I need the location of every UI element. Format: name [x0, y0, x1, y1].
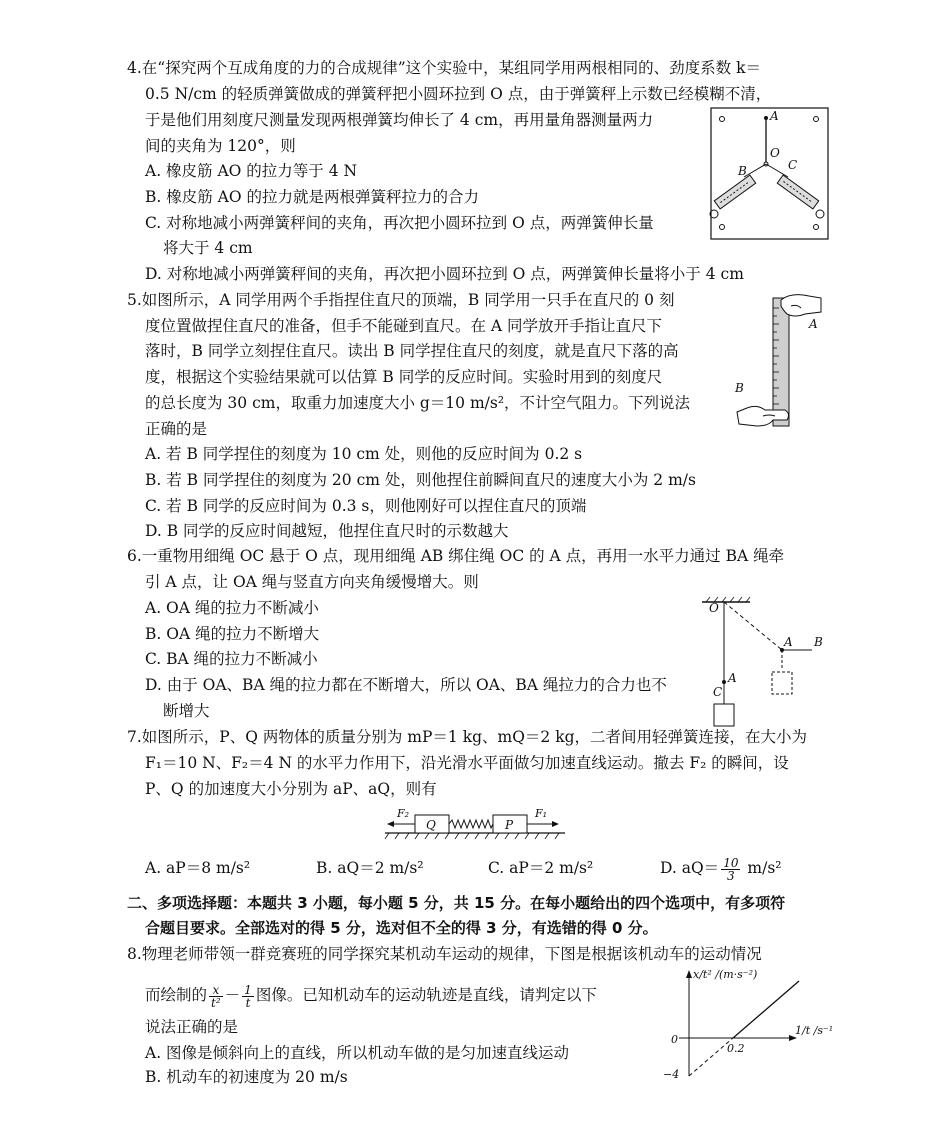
q6-line-1: 6.一重物用细绳 OC 悬于 O 点，现用细绳 AB 绑住绳 OC 的 A 点，再用一水平力通过 BA 绳牵	[127, 547, 785, 565]
section-2-heading: 二、多项选择题：本题共 3 小题，每小题 5 分，共 15 分。在每小题给出的四个选项中，有多项符	[127, 894, 786, 912]
q6-option-b: B. OA 绳的拉力不断增大	[145, 625, 320, 643]
q7-fig-label-f2: F₂	[397, 807, 410, 820]
q7-fig-label-q: Q	[426, 818, 436, 832]
q4-line-2: 0.5 N/cm 的轻质弹簧做成的弹簧秤把小圆环拉到 O 点，由于弹簧秤上示数已经模糊不清，	[145, 85, 772, 103]
q4-option-b: B. 橡皮筋 AO 的拉力就是两根弹簧秤拉力的合力	[145, 188, 480, 206]
q6-fig-label-a: A	[728, 671, 737, 685]
q4-line-4: 间的夹角为 120°，则	[145, 137, 296, 155]
q4-fig-label-c: C	[788, 158, 798, 172]
q8-option-b: B. 机动车的初速度为 20 m/s	[145, 1068, 348, 1086]
q8-line-3: 说法正确的是	[145, 1018, 239, 1036]
q4-figure	[710, 107, 830, 242]
q7-option-d-fraction	[721, 857, 740, 882]
q8-graph-x-label: 1/t /s⁻¹	[795, 1024, 834, 1037]
q5-figure	[735, 292, 825, 432]
q7-line-3: P、Q 的加速度大小分别为 aP、aQ，则有	[145, 780, 437, 798]
q7-option-d	[660, 848, 782, 888]
q7-figure	[385, 803, 565, 843]
q8-frac1-numerator: x	[209, 984, 223, 997]
q7-option-d-unit: m/s²	[747, 859, 782, 877]
q4-option-c: C. 对称地减小两弹簧秤间的夹角，再次把小圆环拉到 O 点，两弹簧伸长量	[145, 214, 654, 232]
section-2-heading-cont: 合题目要求。全部选对的得 5 分，选对但不全的得 3 分，有选错的得 0 分。	[145, 919, 658, 937]
q6-option-d-cont: 断增大	[163, 702, 210, 720]
q7-line-2: F₁＝10 N、F₂＝4 N 的水平力作用下，沿光滑水平面做匀加速直线运动。撤去 F₂ 的瞬间，设	[145, 754, 789, 772]
q4-fig-label-b: B	[738, 164, 747, 178]
q8-frac2-denominator: t	[245, 995, 251, 1010]
q5-option-c: C. 若 B 同学的反应时间为 0.3 s，则他刚好可以捏住直尺的顶端	[145, 497, 587, 515]
q5-option-b: B. 若 B 同学捏住的刻度为 20 cm 处，则他捏住前瞬间直尺的速度大小为 2 m/s	[145, 471, 696, 489]
q7-option-c: C. aP＝2 m/s²	[488, 859, 594, 877]
q8-fraction-x-t2	[209, 984, 223, 1009]
q8-graph-x-tick: 0.2	[727, 1042, 745, 1055]
q4-line-1: 4.在“探究两个互成角度的力的合成规律”这个实验中，某组同学用两根相同的、劲度系数 k＝	[127, 59, 761, 77]
q4-option-d: D. 对称地减小两弹簧秤间的夹角，再次把小圆环拉到 O 点，两弹簧伸长量将小于 4 cm	[145, 265, 744, 283]
q4-option-a: A. 橡皮筋 AO 的拉力等于 4 N	[145, 162, 358, 180]
q8-line-2-suffix: 图像。已知机动车的运动轨迹是直线，请判定以下	[255, 986, 597, 1004]
q5-fig-label-a: A	[809, 317, 818, 331]
q8-line-2-prefix: 而绘制的	[145, 986, 208, 1004]
q5-line-1: 5.如图所示，A 同学用两个手指捏住直尺的顶端，B 同学用一只手在直尺的 0 刻	[127, 291, 675, 309]
q7-option-a: A. aP＝8 m/s²	[145, 859, 251, 877]
q8-line-2	[145, 978, 597, 1012]
q8-minus: －	[224, 986, 241, 1004]
q8-option-a: A. 图像是倾斜向上的直线，所以机动车做的是匀加速直线运动	[145, 1044, 570, 1062]
q8-graph-y-tick: −4	[663, 1068, 680, 1081]
q6-line-2: 引 A 点，让 OA 绳与竖直方向夹角缓慢增大。则	[145, 573, 479, 591]
q7-option-d-denominator: 3	[727, 868, 735, 883]
q6-option-c: C. BA 绳的拉力不断减小	[145, 650, 318, 668]
q8-frac1-denominator: t²	[211, 995, 221, 1010]
q4-fig-label-a: A	[770, 109, 779, 123]
q7-line-1: 7.如图所示，P、Q 两物体的质量分别为 mP＝1 kg、mQ＝2 kg，二者间用轻弹簧连接，在大小为	[127, 728, 808, 746]
q6-fig-label-b: B	[814, 635, 823, 649]
q5-fig-label-b: B	[735, 381, 744, 395]
q7-option-b: B. aQ＝2 m/s²	[316, 859, 424, 877]
q5-option-a: A. 若 B 同学捏住的刻度为 10 cm 处，则他的反应时间为 0.2 s	[145, 445, 583, 463]
q6-option-a: A. OA 绳的拉力不断减小	[145, 599, 319, 617]
q8-frac2-numerator: 1	[244, 982, 252, 997]
q4-option-c-cont: 将大于 4 cm	[163, 239, 253, 257]
q7-fig-label-f1: F₁	[535, 807, 548, 820]
q5-line-6: 正确的是	[145, 420, 208, 438]
q5-line-3: 落时，B 同学立刻捏住直尺。读出 B 同学捏住直尺的刻度，就是直尺下落的高	[145, 342, 679, 360]
q4-fig-label-o: O	[770, 146, 780, 160]
q7-option-d-numerator: 10	[723, 855, 739, 870]
q4-line-3: 于是他们用刻度尺测量发现两根弹簧均伸长了 4 cm，再用量角器测量两力	[145, 111, 654, 129]
q8-graph-line	[733, 981, 799, 1038]
q7-fig-label-p: P	[505, 818, 514, 832]
q8-graph	[655, 968, 835, 1080]
q5-option-d: D. B 同学的反应时间越短，他捏住直尺时的示数越大	[145, 522, 509, 540]
q6-figure	[700, 596, 830, 726]
q8-fraction-1-t	[242, 984, 254, 1009]
q6-fig-label-o: O	[709, 601, 719, 615]
q8-graph-y-label: x/t² /(m·s⁻²)	[693, 968, 758, 981]
q6-fig-label-a-moved: A	[784, 635, 793, 649]
q5-line-5: 的总长度为 30 cm，取重力加速度大小 g＝10 m/s²，不计空气阻力。下列说法	[145, 394, 691, 412]
q5-line-2: 度位置做捏住直尺的准备，但手不能碰到直尺。在 A 同学放开手指让直尺下	[145, 317, 663, 335]
q5-line-4: 度，根据这个实验结果就可以估算 B 同学的反应时间。实验时用到的刻度尺	[145, 368, 663, 386]
q6-option-d: D. 由于 OA、BA 绳的拉力都在不断增大，所以 OA、BA 绳拉力的合力也不	[145, 676, 667, 694]
q6-fig-label-c: C	[713, 685, 723, 699]
q7-option-d-prefix: D. aQ＝	[660, 859, 720, 877]
q8-line-1: 8.物理老师带领一群竞赛班的同学探究某机动车运动的规律，下图是根据该机动车的运动情况	[127, 945, 762, 963]
q8-graph-origin-label: 0	[671, 1033, 678, 1046]
